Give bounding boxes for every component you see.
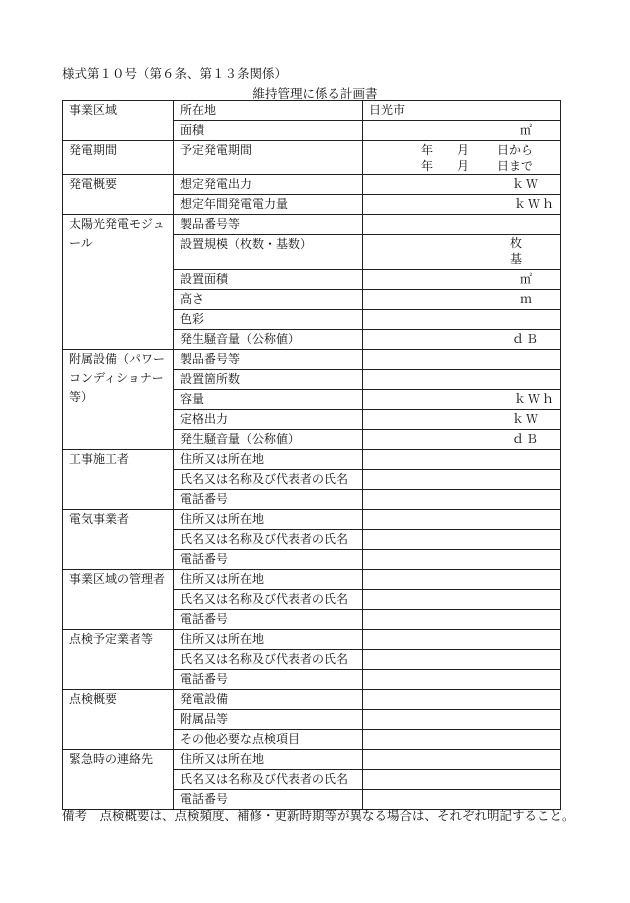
- item-label: 製品番号等: [174, 215, 363, 235]
- item-label: 設置規模（枚数・基数）: [174, 235, 363, 270]
- year-label: 年: [421, 159, 434, 173]
- unit-label: ｍ: [519, 292, 534, 306]
- item-label: 発生騒音量（公称値）: [174, 430, 363, 450]
- rated-value-cell[interactable]: [363, 410, 561, 430]
- item-label: 氏名又は名称及び代表者の氏名: [174, 590, 363, 610]
- table-row: [63, 450, 561, 470]
- height-value-cell[interactable]: [363, 290, 561, 310]
- table-row: [63, 630, 561, 650]
- equipment-location-value[interactable]: [363, 370, 561, 390]
- item-label: 電話番号: [174, 550, 363, 570]
- output-value-cell[interactable]: [363, 175, 561, 195]
- unit-label: ｋＷｈ: [513, 197, 556, 211]
- unit-label: ㎡: [519, 123, 534, 137]
- emergency-address-value[interactable]: [363, 750, 561, 770]
- item-label: 住所又は所在地: [174, 630, 363, 650]
- electric-phone-value[interactable]: [363, 550, 561, 570]
- category-inspection: 点検概要: [63, 690, 174, 750]
- inspector-phone-value[interactable]: [363, 670, 561, 690]
- annual-value-cell[interactable]: [363, 195, 561, 215]
- unit-label: ｋＷ: [511, 412, 540, 426]
- unit-label: ㎡: [519, 272, 534, 286]
- item-label: その他必要な点検項目: [174, 730, 363, 750]
- item-label: 定格出力: [174, 410, 363, 430]
- unit-label: ｄＢ: [511, 332, 540, 346]
- item-label: 氏名又は名称及び代表者の氏名: [174, 530, 363, 550]
- contractor-address-value[interactable]: [363, 450, 561, 470]
- location-value[interactable]: 日光市: [363, 101, 561, 121]
- color-value[interactable]: [363, 310, 561, 330]
- emergency-name-value[interactable]: [363, 770, 561, 790]
- period-value-cell[interactable]: [363, 141, 561, 175]
- item-label: 発生騒音量（公称値）: [174, 330, 363, 350]
- table-row: [63, 570, 561, 590]
- equipment-product-value[interactable]: [363, 350, 561, 370]
- item-label: 設置面積: [174, 270, 363, 290]
- inspection-item3-value[interactable]: [363, 730, 561, 750]
- remarks-note: 備考 点検概要は、点検頻度、補修・更新時期等が異なる場合は、それぞれ明記すること。: [62, 808, 575, 823]
- unit-label: ｋＷｈ: [513, 392, 556, 406]
- category-electric: 電気事業者: [63, 510, 174, 570]
- item-label: 製品番号等: [174, 350, 363, 370]
- item-label: 附属品等: [174, 710, 363, 730]
- item-label: 住所又は所在地: [174, 510, 363, 530]
- module-product-value[interactable]: [363, 215, 561, 235]
- manager-name-value[interactable]: [363, 590, 561, 610]
- inspector-name-value[interactable]: [363, 650, 561, 670]
- day-to-label: 日まで: [497, 159, 534, 173]
- category-equipment: 附属設備（パワーコンディショナー等）: [63, 350, 174, 450]
- inspection-item1-value[interactable]: [363, 690, 561, 710]
- module-area-value-cell[interactable]: [363, 270, 561, 290]
- table-row: [63, 510, 561, 530]
- table-row: [63, 215, 561, 235]
- category-business-area: 事業区域: [63, 101, 174, 141]
- month-label: 月: [457, 143, 470, 157]
- item-label: 氏名又は名称及び代表者の氏名: [174, 470, 363, 490]
- item-label: 想定発電出力: [174, 175, 363, 195]
- table-row: [63, 350, 561, 370]
- contractor-name-value[interactable]: [363, 470, 561, 490]
- item-label: 住所又は所在地: [174, 750, 363, 770]
- scale-value-cell[interactable]: [363, 235, 561, 270]
- category-emergency: 緊急時の連絡先: [63, 750, 174, 810]
- electric-address-value[interactable]: [363, 510, 561, 530]
- table-row: [63, 750, 561, 770]
- category-contractor: 工事施工者: [63, 450, 174, 510]
- category-inspector: 点検予定業者等: [63, 630, 174, 690]
- item-label: 容量: [174, 390, 363, 410]
- table-row: [63, 690, 561, 710]
- year-label: 年: [421, 143, 434, 157]
- table-row: [63, 101, 561, 121]
- item-label: 面積: [174, 121, 363, 141]
- item-label: 電話番号: [174, 790, 363, 810]
- item-label: 氏名又は名称及び代表者の氏名: [174, 770, 363, 790]
- table-row: [63, 141, 561, 175]
- electric-name-value[interactable]: [363, 530, 561, 550]
- day-from-label: 日から: [497, 143, 534, 157]
- manager-phone-value[interactable]: [363, 610, 561, 630]
- contractor-phone-value[interactable]: [363, 490, 561, 510]
- unit-label: ｋＷ: [511, 177, 540, 191]
- item-label: 住所又は所在地: [174, 450, 363, 470]
- category-overview: 発電概要: [63, 175, 174, 215]
- item-label: 電話番号: [174, 670, 363, 690]
- inspector-address-value[interactable]: [363, 630, 561, 650]
- form-header: 様式第１０号（第６条、第１３条関係）: [62, 66, 288, 81]
- category-period: 発電期間: [63, 141, 174, 175]
- item-label: 所在地: [174, 101, 363, 121]
- form-title: 維持管理に係る計画書: [252, 86, 378, 101]
- inspection-item2-value[interactable]: [363, 710, 561, 730]
- item-label: 色彩: [174, 310, 363, 330]
- item-label: 電話番号: [174, 490, 363, 510]
- unit-label: 枚: [509, 236, 522, 250]
- item-label: 想定年間発電電力量: [174, 195, 363, 215]
- unit-label: ｄＢ: [511, 432, 540, 446]
- manager-address-value[interactable]: [363, 570, 561, 590]
- item-label: 住所又は所在地: [174, 570, 363, 590]
- category-manager: 事業区域の管理者: [63, 570, 174, 630]
- item-label: 発電設備: [174, 690, 363, 710]
- unit-label: 基: [509, 252, 522, 266]
- month-label: 月: [457, 159, 470, 173]
- category-module: 太陽光発電モジュール: [63, 215, 174, 350]
- item-label: 高さ: [174, 290, 363, 310]
- capacity-value-cell[interactable]: [363, 390, 561, 410]
- table-row: [63, 175, 561, 195]
- module-noise-value-cell[interactable]: [363, 330, 561, 350]
- equipment-noise-value-cell[interactable]: [363, 430, 561, 450]
- plan-table: [62, 100, 561, 810]
- area-value-cell[interactable]: [363, 121, 561, 141]
- item-label: 電話番号: [174, 610, 363, 630]
- item-label: 氏名又は名称及び代表者の氏名: [174, 650, 363, 670]
- item-label: 設置箇所数: [174, 370, 363, 390]
- item-label: 予定発電期間: [174, 141, 363, 175]
